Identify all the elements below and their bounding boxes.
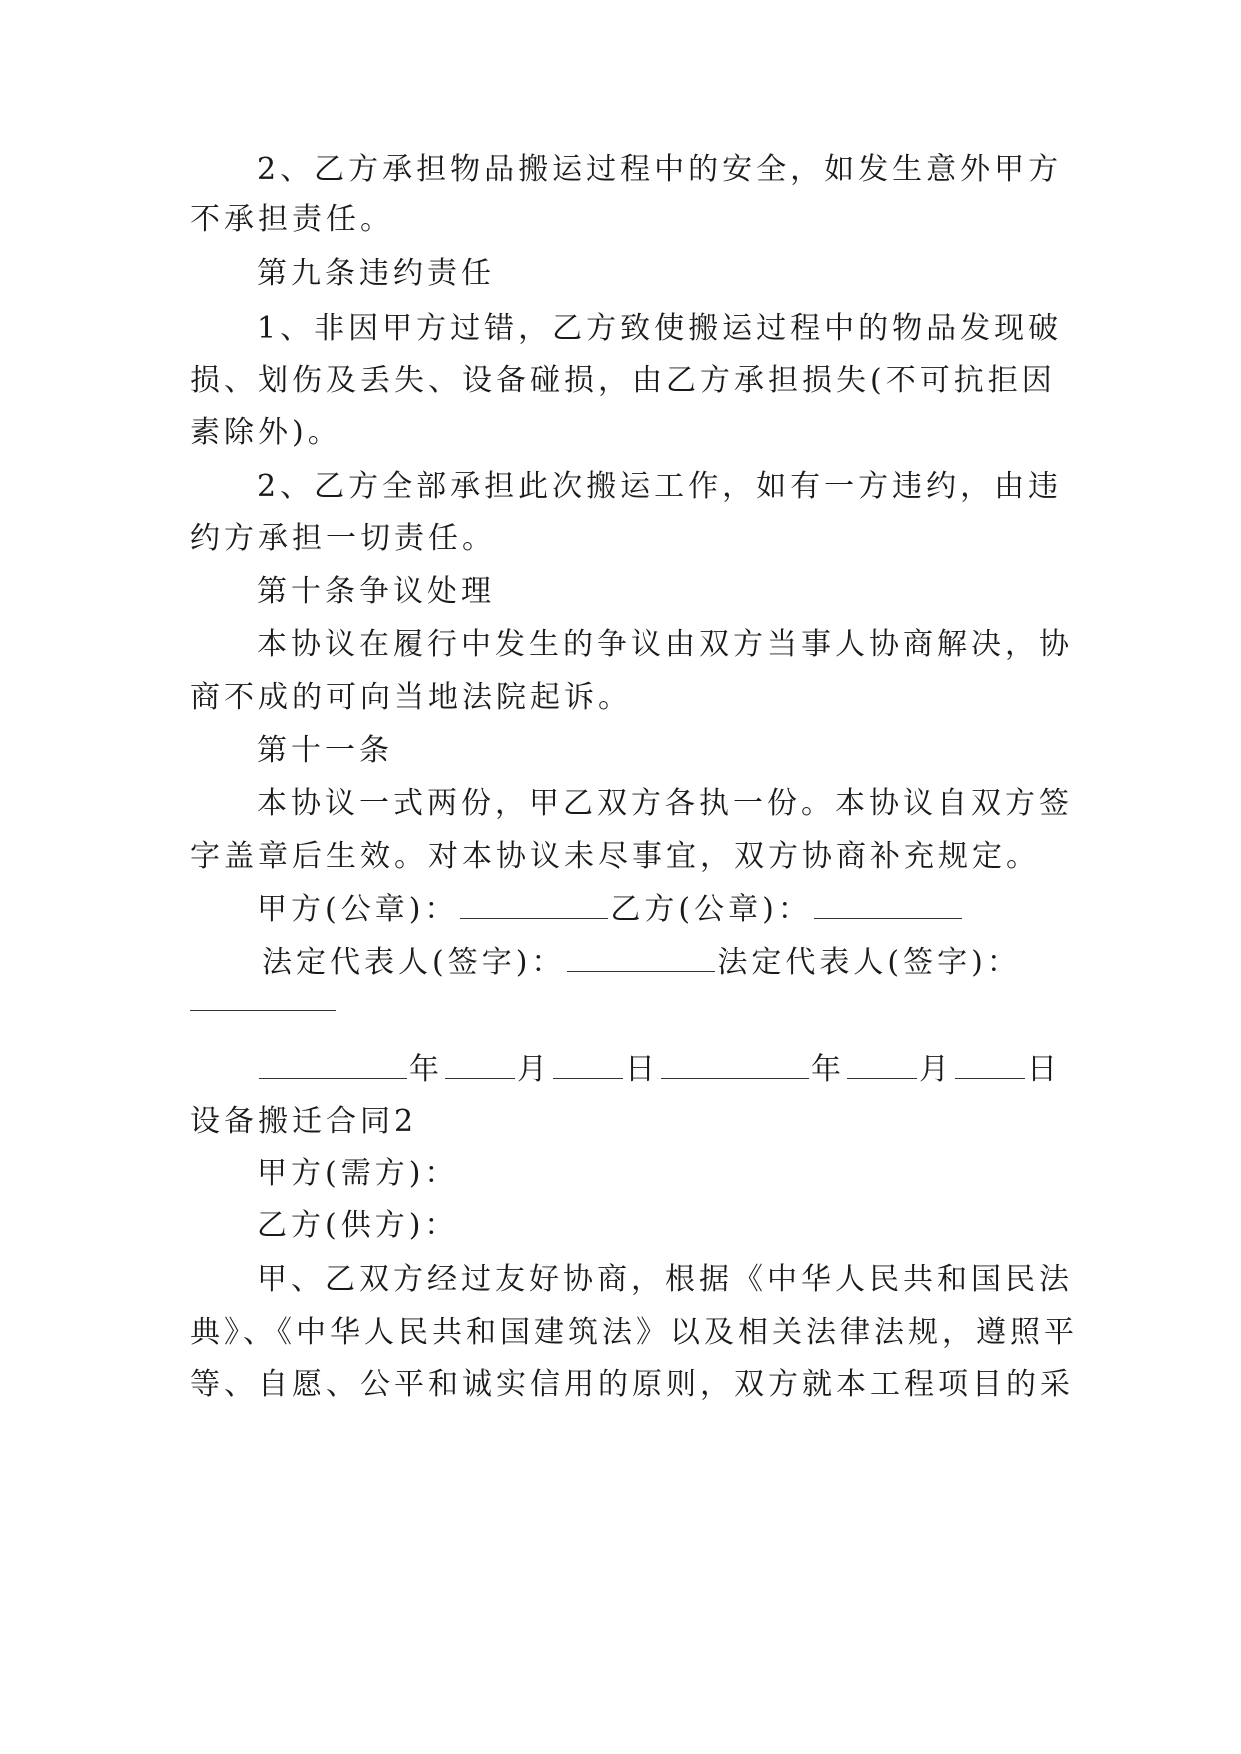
party-b-seal-blank: [814, 890, 962, 919]
month-b-label: 月: [919, 1052, 953, 1087]
rep-b-label: 法定代表人(签字)：: [717, 945, 1021, 980]
party-a-seal-label: 甲方(公章)：: [257, 892, 459, 927]
seal-line: [257, 890, 1137, 930]
paragraph-line: 商不成的可向当地法院起诉。: [190, 680, 632, 715]
year-a-blank: [259, 1050, 407, 1079]
rep-b-blank: [190, 1010, 336, 1011]
paragraph-line: 素除外)。: [190, 415, 342, 450]
paragraph-line: 不承担责任。: [190, 202, 394, 237]
day-a-label: 日: [625, 1052, 659, 1087]
day-b-label: 日: [1027, 1052, 1061, 1087]
section-heading: 第九条违约责任: [257, 256, 495, 291]
year-b-blank: [661, 1050, 809, 1079]
day-a-blank: [553, 1050, 623, 1079]
paragraph-line: 1、非因甲方过错，乙方致使搬运过程中的物品发现破: [257, 311, 1063, 346]
paragraph-line: 等、自愿、公平和诚实信用的原则，双方就本工程项目的采: [190, 1367, 1074, 1402]
party-b-line: 乙方(供方)：: [257, 1208, 459, 1243]
paragraph-line: 典》、《中华人民共和国建筑法》以及相关法律法规，遵照平: [190, 1315, 1078, 1350]
paragraph-line: 2、乙方承担物品搬运过程中的安全，如发生意外甲方: [257, 152, 1063, 187]
section-heading: 第十一条: [257, 733, 393, 768]
month-b-blank: [847, 1050, 917, 1079]
paragraph-line: 本协议一式两份，甲乙双方各执一份。本协议自双方签: [257, 786, 1073, 821]
month-a-label: 月: [517, 1052, 551, 1087]
paragraph-line: 本协议在履行中发生的争议由双方当事人协商解决，协: [257, 627, 1073, 662]
paragraph-line: 损、划伤及丢失、设备碰损，由乙方承担损失(不可抗拒因: [190, 363, 1056, 398]
year-a-label: 年: [409, 1052, 443, 1087]
rep-a-label: 法定代表人(签字)：: [262, 945, 566, 980]
party-b-seal-label: 乙方(公章)：: [610, 892, 812, 927]
section-heading: 第十条争议处理: [257, 574, 495, 609]
year-b-label: 年: [811, 1052, 845, 1087]
representative-line: [262, 943, 1142, 983]
day-b-blank: [955, 1050, 1025, 1079]
paragraph-line: 甲、乙双方经过友好协商，根据《中华人民共和国民法: [257, 1262, 1073, 1297]
paragraph-line: 字盖章后生效。对本协议未尽事宜，双方协商补充规定。: [190, 839, 1040, 874]
contract-title: 设备搬迁合同2: [190, 1104, 418, 1139]
rep-a-blank: [567, 943, 715, 972]
party-a-line: 甲方(需方)：: [257, 1156, 459, 1191]
party-a-seal-blank: [460, 890, 608, 919]
date-line: [257, 1050, 1137, 1090]
paragraph-line: 2、乙方全部承担此次搬运工作，如有一方违约，由违: [257, 469, 1063, 504]
paragraph-line: 约方承担一切责任。: [190, 521, 496, 556]
month-a-blank: [445, 1050, 515, 1079]
